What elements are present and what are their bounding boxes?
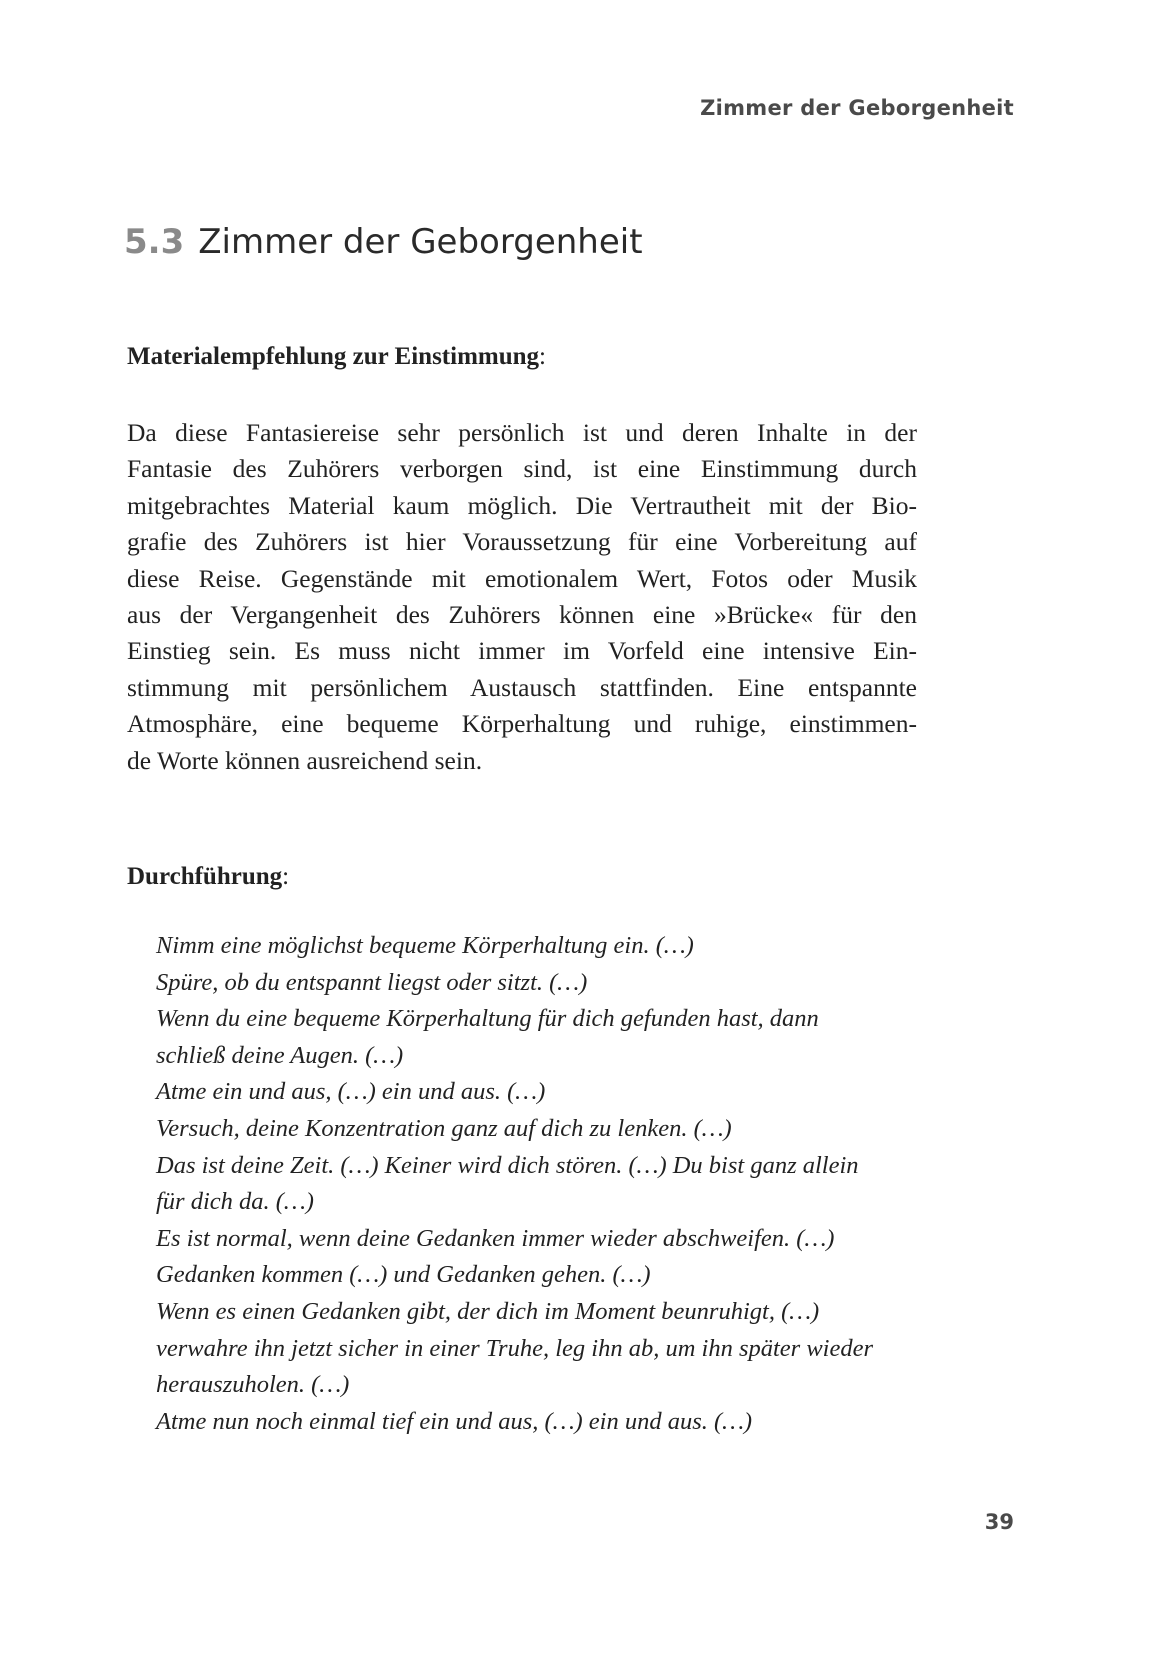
section-number: 5.3 <box>124 222 185 262</box>
instruction-text-block <box>156 928 916 1440</box>
paragraph-line: diese Reise. Gegenstände mit emotionalem Wert, Fotos oder Musik <box>127 563 917 593</box>
section-title <box>124 222 643 262</box>
paragraph-line: Einstieg sein. Es muss nicht immer im Vorfeld eine intensive Ein- <box>127 636 917 666</box>
instruction-line: schließ deine Augen. (…) <box>156 1041 404 1069</box>
durchfuehrung-heading <box>127 863 289 891</box>
instruction-line: Atme ein und aus, (…) ein und aus. (…) <box>156 1078 546 1106</box>
paragraph-line: Da diese Fantasiereise sehr persönlich ist und deren Inhalte in der <box>127 418 917 447</box>
instruction-line: verwahre ihn jetzt sicher in einer Truhe, leg ihn ab, um ihn später wieder <box>156 1334 874 1362</box>
section-title-text: Zimmer der Geborgenheit <box>198 222 643 262</box>
material-heading-text: Materialempfehlung zur Einstimmung <box>127 343 540 370</box>
instruction-line: Spüre, ob du entspannt liegst oder sitzt. (…) <box>156 968 588 996</box>
instruction-line: Wenn du eine bequeme Körperhaltung für dich gefunden hast, dann <box>156 1005 819 1033</box>
durchfuehrung-heading-colon: : <box>282 863 290 890</box>
instruction-line: Gedanken kommen (…) und Gedanken gehen. (…) <box>156 1261 651 1289</box>
instruction-line: herauszuholen. (…) <box>156 1371 350 1399</box>
paragraph-line: de Worte können ausreichend sein. <box>127 745 483 775</box>
paragraph-line: mitgebrachtes Material kaum möglich. Die Vertrautheit mit der Bio- <box>127 490 917 520</box>
paragraph-line: stimmung mit persönlichem Austausch stattfinden. Eine entspannte <box>127 672 917 702</box>
material-heading-colon: : <box>539 343 546 370</box>
paragraph-line: Atmosphäre, eine bequeme Körperhaltung und ruhige, einstimmen- <box>127 709 917 739</box>
instruction-line: Versuch, deine Konzentration ganz auf dich zu lenken. (…) <box>156 1114 732 1142</box>
paragraph-line: grafie des Zuhörers ist hier Voraussetzung für eine Vorbereitung auf <box>127 527 917 557</box>
instruction-line: Nimm eine möglichst bequeme Körperhaltung ein. (…) <box>156 932 694 959</box>
paragraph-line: aus der Vergangenheit des Zuhörers können eine »Brücke« für den <box>127 600 917 630</box>
durchfuehrung-heading-text: Durchführung <box>127 863 283 890</box>
page-number: 39 <box>984 1510 1014 1534</box>
instruction-line: Atme nun noch einmal tief ein und aus, (…) ein und aus. (…) <box>156 1407 753 1435</box>
paragraph-line: Fantasie des Zuhörers verborgen sind, ist eine Einstimmung durch <box>127 454 917 484</box>
running-header: Zimmer der Geborgenheit <box>700 96 1014 120</box>
material-heading <box>127 343 546 371</box>
instruction-line: Es ist normal, wenn deine Gedanken immer wieder abschweifen. (…) <box>156 1224 835 1252</box>
material-paragraph <box>127 415 917 779</box>
instruction-line: für dich da. (…) <box>156 1188 314 1216</box>
instruction-line: Wenn es einen Gedanken gibt, der dich im Moment beunruhigt, (…) <box>156 1297 820 1325</box>
instruction-line: Das ist deine Zeit. (…) Keiner wird dich stören. (…) Du bist ganz allein <box>156 1151 859 1179</box>
